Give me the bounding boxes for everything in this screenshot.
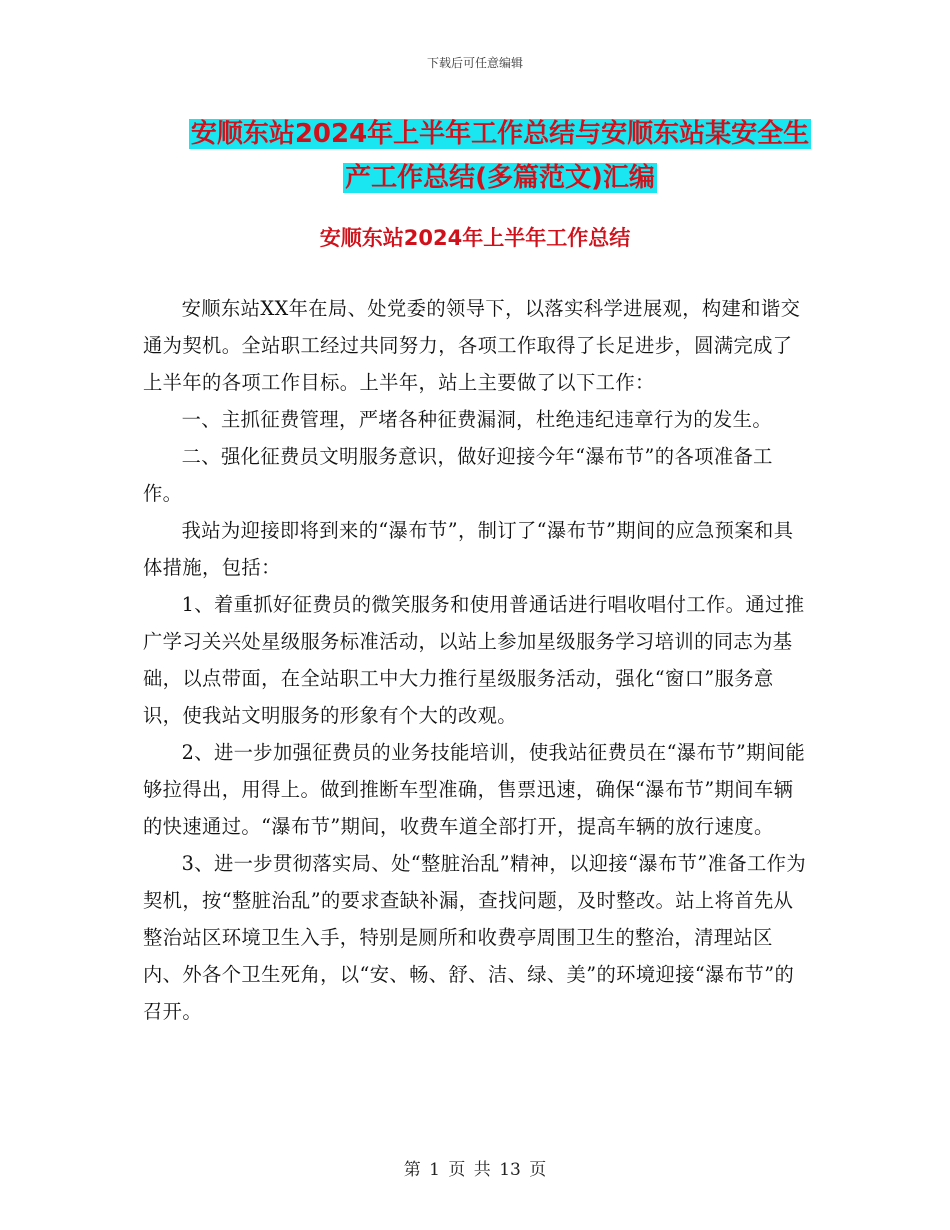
paragraph: 2、进一步加强征费员的业务技能培训，使我站征费员在“瀑布节”期间能够拉得出，用得上。做到推断车型准确，售票迅速，确保“瀑布节”期间车辆的快速通过。“瀑布节”期间，收费车道全部打开，提高车辆的放行速度。	[143, 741, 806, 838]
title-line-1: 安顺东站2024年上半年工作总结与安顺东站某安全生	[190, 119, 810, 149]
paragraph: 1、着重抓好征费员的微笑服务和使用普通话进行唱收唱付工作。通过推广学习关兴处星级服务标准活动，以站上参加星级服务学习培训的同志为基础，以点带面，在全站职工中大力推行星级服务活动，强化“窗口”服务意识，使我站文明服务的形象有个大的改观。	[143, 593, 805, 727]
title-line-2: 产工作总结(多篇范文)汇编	[345, 163, 655, 193]
paragraph: 一、主抓征费管理，严堵各种征费漏洞，杜绝违纪违章行为的发生。	[181, 408, 773, 431]
document-title	[140, 112, 860, 200]
page-number-footer: 第 1 页 共 13 页	[403, 1160, 547, 1180]
header-note: 下载后可任意编辑	[426, 56, 523, 70]
paragraph: 安顺东站XX年在局、处党委的领导下，以落实科学进展观，构建和谐交通为契机。全站职工经过共同努力，各项工作取得了长足进步，圆满完成了上半年的各项工作目标。上半年，站上主要做了以下工作：	[143, 297, 801, 394]
paragraph: 二、强化征费员文明服务意识，做好迎接今年“瀑布节”的各项准备工作。	[143, 445, 773, 505]
document-body	[143, 290, 807, 1030]
paragraph: 我站为迎接即将到来的“瀑布节”，制订了“瀑布节”期间的应急预案和具体措施，包括：	[143, 519, 794, 579]
section-title: 安顺东站2024年上半年工作总结	[319, 226, 631, 250]
paragraph: 3、进一步贯彻落实局、处“整脏治乱”精神，以迎接“瀑布节”准备工作为契机，按“整脏治乱”的要求查缺补漏，查找问题，及时整改。站上将首先从整治站区环境卫生入手，特别是厕所和收费亭周围卫生的整治，清理站区内、外各个卫生死角，以“安、畅、舒、洁、绿、美”的环境迎接“瀑布节”的召开。	[143, 852, 807, 1023]
